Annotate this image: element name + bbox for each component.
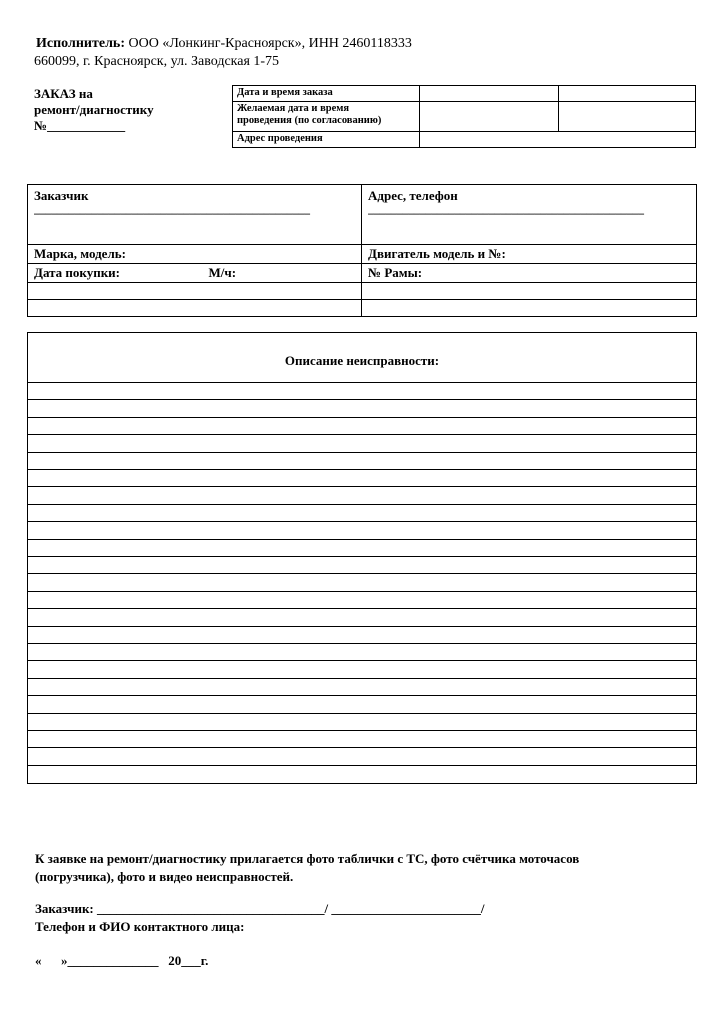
fault-description-title: Описание неисправности:	[284, 353, 440, 368]
extra-cell-right-2[interactable]	[362, 300, 697, 317]
executor-block	[36, 35, 412, 71]
executor-value: ООО «Лонкинг-Красноярск», ИНН 2460118333	[124, 36, 412, 51]
fault-ruled-line	[28, 643, 696, 644]
model-cell[interactable]	[28, 245, 362, 264]
purchase-date-label: Дата покупки:	[34, 265, 120, 280]
fault-ruled-line	[28, 486, 696, 487]
fault-ruled-line	[28, 591, 696, 592]
order-date-cell[interactable]	[420, 86, 559, 102]
order-time-cell[interactable]	[559, 86, 696, 102]
extra-cell-right-1[interactable]	[362, 283, 697, 300]
fault-ruled-line	[28, 713, 696, 714]
attachment-note-line2: (погрузчика), фото и видео неисправностей.	[35, 869, 294, 884]
order-meta-table	[232, 85, 696, 148]
engine-label: Двигатель модель и №:	[368, 246, 506, 261]
service-address-label: Адрес проведения	[233, 132, 420, 148]
frame-label: № Рамы:	[368, 265, 423, 280]
fault-ruled-line	[28, 765, 696, 766]
fault-ruled-line	[28, 399, 696, 400]
fault-ruled-line	[28, 434, 696, 435]
model-label: Марка, модель:	[34, 246, 126, 261]
fault-ruled-line	[28, 521, 696, 522]
address-phone-line: ________________________________________________	[368, 204, 644, 216]
desired-time-cell[interactable]	[559, 102, 696, 132]
frame-cell[interactable]	[362, 264, 697, 283]
customer-signature-line[interactable]: Заказчик: ___________________________________/ _______________________/	[35, 901, 485, 916]
customer-label: Заказчик	[34, 188, 89, 203]
service-address-cell[interactable]	[420, 132, 696, 148]
executor-line	[36, 35, 412, 53]
fault-ruled-line	[28, 730, 696, 731]
address-phone-label: Адрес, телефон	[368, 188, 458, 203]
fault-ruled-line	[28, 469, 696, 470]
engine-cell[interactable]	[362, 245, 697, 264]
fault-ruled-line	[28, 626, 696, 627]
fault-ruled-line	[28, 382, 696, 383]
executor-address: 660099, г. Красноярск, ул. Заводская 1-75	[34, 54, 280, 69]
extra-cell-left-2[interactable]	[28, 300, 362, 317]
customer-line: ________________________________________________	[34, 204, 310, 216]
customer-table	[27, 184, 697, 317]
fault-description-box[interactable]	[27, 332, 697, 784]
date-line[interactable]: « »______________ 20___г.	[35, 953, 209, 968]
executor-label: Исполнитель:	[36, 36, 125, 51]
fault-ruled-line	[28, 695, 696, 696]
fault-ruled-line	[28, 747, 696, 748]
attachment-note-line1: К заявке на ремонт/диагностику прилагается фото таблички с ТС, фото счётчика моточасов	[35, 851, 580, 866]
extra-cell-left-1[interactable]	[28, 283, 362, 300]
footer	[35, 850, 695, 970]
fault-ruled-line	[28, 452, 696, 453]
order-title-line1: ЗАКАЗ на	[34, 86, 93, 101]
desired-date-label-line2: проведения (по согласованию)	[237, 115, 382, 126]
fault-ruled-line	[28, 608, 696, 609]
hours-label: М/ч:	[208, 265, 237, 280]
contact-person-label: Телефон и ФИО контактного лица:	[35, 919, 245, 934]
order-date-label: Дата и время заказа	[233, 86, 420, 102]
desired-date-label-line1: Желаемая дата и время	[237, 103, 350, 114]
fault-ruled-line	[28, 678, 696, 679]
desired-date-label	[233, 102, 420, 132]
fault-ruled-line	[28, 417, 696, 418]
order-title	[34, 86, 154, 134]
customer-cell[interactable]	[28, 185, 362, 245]
purchase-hours-cell[interactable]	[28, 264, 362, 283]
fault-ruled-line	[28, 539, 696, 540]
order-title-line2: ремонт/диагностику	[34, 102, 154, 117]
fault-ruled-line	[28, 556, 696, 557]
fault-ruled-line	[28, 504, 696, 505]
address-phone-cell[interactable]	[362, 185, 697, 245]
desired-date-cell[interactable]	[420, 102, 559, 132]
order-number-field[interactable]: №____________	[34, 118, 126, 133]
fault-ruled-line	[28, 573, 696, 574]
fault-ruled-line	[28, 660, 696, 661]
